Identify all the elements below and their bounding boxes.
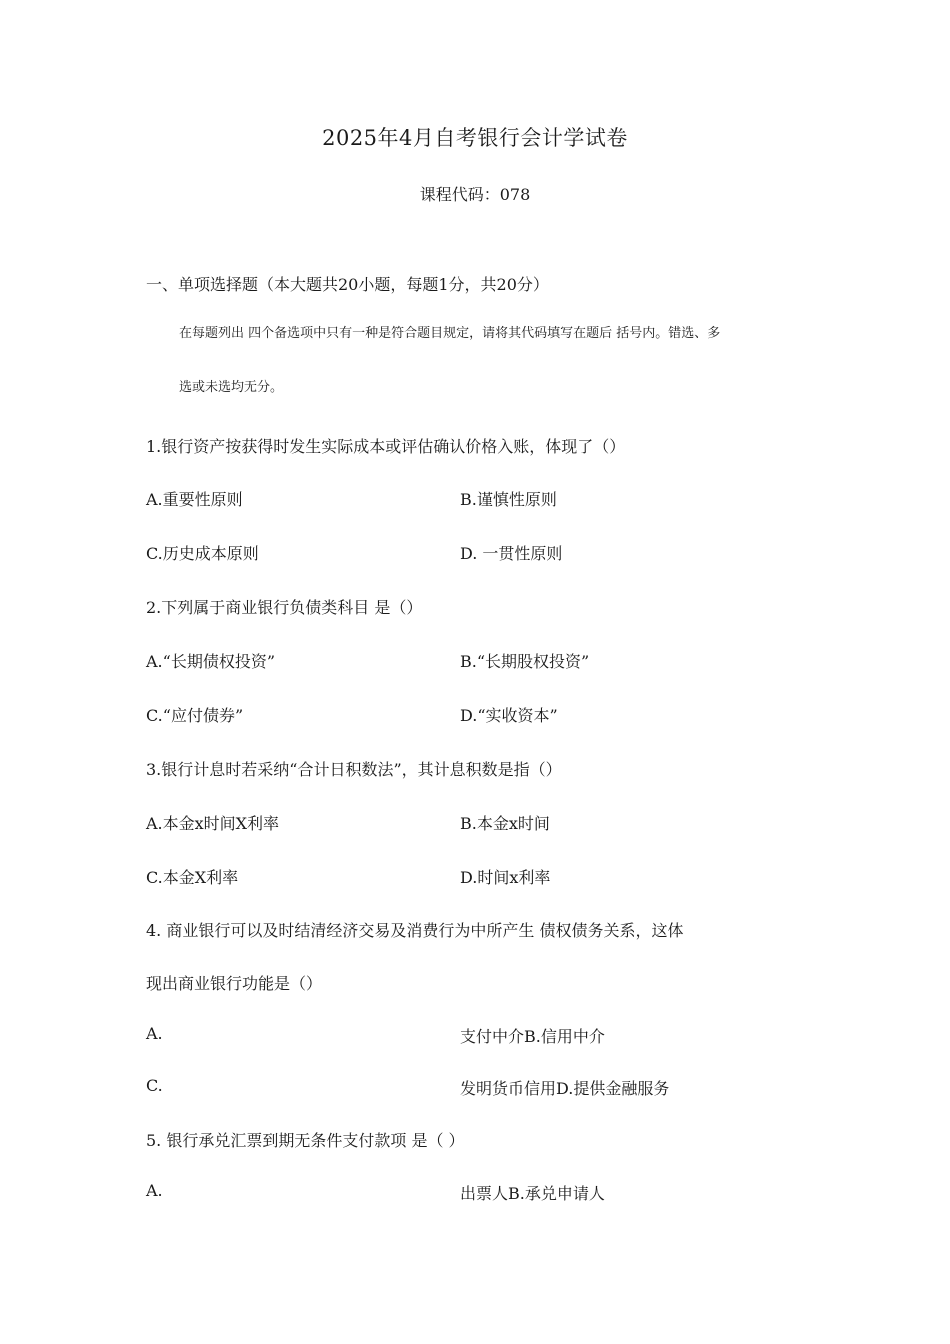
question-2-option-a: A.“长期债权投资”	[146, 652, 276, 671]
question-2-option-d: D.“实收资本”	[460, 706, 558, 725]
question-2-option-c: C.“应付债券”	[146, 706, 244, 725]
question-1-stem: 1.银行资产按获得时发生实际成本或评估确认价格入账，体现了（）	[146, 437, 626, 456]
question-3-option-c: C.本金X利率	[146, 868, 239, 887]
page-title: 2025年4月自考银行会计学试卷	[322, 126, 628, 150]
question-3-stem: 3.银行计息时若采纳“合计日积数法”，其计息积数是指（）	[146, 760, 562, 779]
question-5-options-ab: 出票人B.承兑申请人	[460, 1184, 605, 1203]
question-4-options-cd: 发明货币信用D.提供金融服务	[460, 1079, 670, 1098]
question-4-option-c-label: C.	[146, 1076, 163, 1095]
question-3-option-d: D.时间x利率	[460, 868, 551, 887]
course-code: 课程代码：078	[419, 185, 531, 204]
question-1-option-c: C.历史成本原则	[146, 544, 259, 563]
question-3-option-a: A.本金x时间X利率	[146, 814, 280, 833]
instructions-line-2: 选或未选均无分。	[179, 380, 284, 395]
question-2-option-b: B.“长期股权投资”	[460, 652, 590, 671]
question-4-stem-line-2: 现出商业银行功能是（）	[146, 974, 323, 993]
question-4-stem-line-1: 4. 商业银行可以及时结清经济交易及消费行为中所产生 债权债务关系，这体	[146, 921, 684, 940]
question-4-option-a-label: A.	[146, 1024, 163, 1043]
question-1-option-d: D. 一贯性原则	[460, 544, 563, 563]
question-4-options-ab: 支付中介B.信用中介	[460, 1027, 605, 1046]
question-1-option-b: B.谨慎性原则	[460, 490, 557, 509]
instructions-line-1: 在每题列出 四个备选项中只有一种是符合题目规定，请将其代码填写在题后 括号内。错选、多	[179, 326, 721, 341]
section-heading: 一、单项选择题（本大题共20小题，每题1分，共20分）	[146, 275, 549, 294]
question-5-stem: 5. 银行承兑汇票到期无条件支付款项 是（ ）	[146, 1131, 465, 1150]
question-2-stem: 2.下列属于商业银行负债类科目 是（）	[146, 598, 423, 617]
question-1-option-a: A.重要性原则	[146, 490, 243, 509]
question-5-option-a-label: A.	[146, 1181, 163, 1200]
question-3-option-b: B.本金x时间	[460, 814, 550, 833]
